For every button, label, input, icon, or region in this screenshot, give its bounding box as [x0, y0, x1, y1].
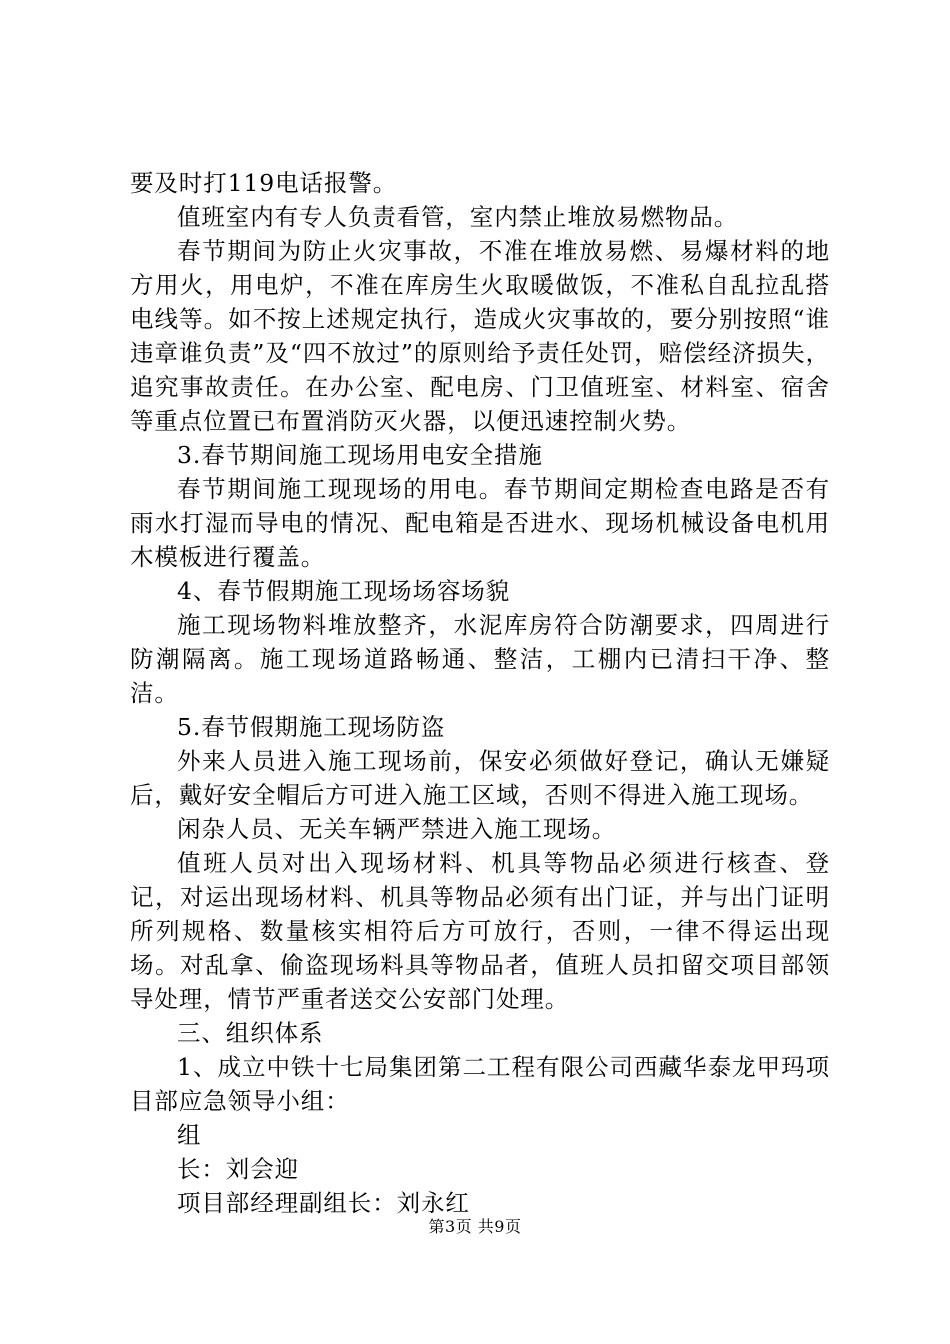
paragraph-8: 值班人员对出入现场材料、机具等物品必须进行核查、登记，对运出现场材料、机具等物品必须有出门证，并与出门证明所列规格、数量核实相符后方可放行，否则，一律不得运出现场。对乱拿、偷盗现场料具等物品者，值班人员扣留交项目部领导处理，情节严重者送交公安部门处理。 [130, 849, 830, 1013]
section-heading-5: 5.春节假期施工现场防盗 [177, 713, 446, 741]
paragraph-6: 外来人员进入施工现场前，保安必须做好登记，确认无嫌疑后，戴好安全帽后方可进入施工区域，否则不得进入施工现场。 [130, 747, 830, 809]
document-body [130, 166, 830, 1220]
section-heading-4: 4、春节假期施工现场场容场貌 [177, 577, 511, 605]
paragraph-11: 长：刘会迎 [177, 1155, 299, 1183]
paragraph-3: 春节期间为防止火灾事故，不准在堆放易燃、易爆材料的地方用火，用电炉，不准在库房生火取暖做饭，不准私自乱拉乱搭电线等。如不按上述规定执行，造成火灾事故的，要分别按照“谁违章谁负责”及“四不放过”的原则给予责任处罚，赔偿经济损失，追究事故责任。在办公室、配电房、门卫值班室、材料室、宿舍等重点位置已布置消防灭火器，以便迅速控制火势。 [130, 237, 830, 435]
paragraph-4: 春节期间施工现现场的用电。春节期间定期检查电路是否有雨水打湿而导电的情况、配电箱是否进水、现场机械设备电机用木模板进行覆盖。 [130, 475, 830, 571]
paragraph-9: 1、成立中铁十七局集团第二工程有限公司西藏华泰龙甲玛项目部应急领导小组： [130, 1053, 830, 1115]
paragraph-1: 要及时打119电话报警。 [130, 169, 398, 197]
paragraph-12: 项目部经理副组长：刘永红 [177, 1189, 470, 1217]
paragraph-10: 组 [177, 1121, 202, 1149]
section-heading-organization: 三、组织体系 [177, 1019, 324, 1047]
page-number: 第3页 共9页 [428, 1217, 522, 1236]
section-heading-3: 3.春节期间施工现场用电安全措施 [177, 441, 543, 469]
page-footer [0, 1214, 950, 1237]
paragraph-7: 闲杂人员、无关车辆严禁进入施工现场。 [177, 815, 617, 843]
paragraph-2: 值班室内有专人负责看管，室内禁止堆放易燃物品。 [177, 203, 739, 231]
paragraph-5: 施工现场物料堆放整齐，水泥库房符合防潮要求，四周进行防潮隔离。施工现场道路畅通、整洁，工棚内已清扫干净、整洁。 [130, 611, 830, 707]
